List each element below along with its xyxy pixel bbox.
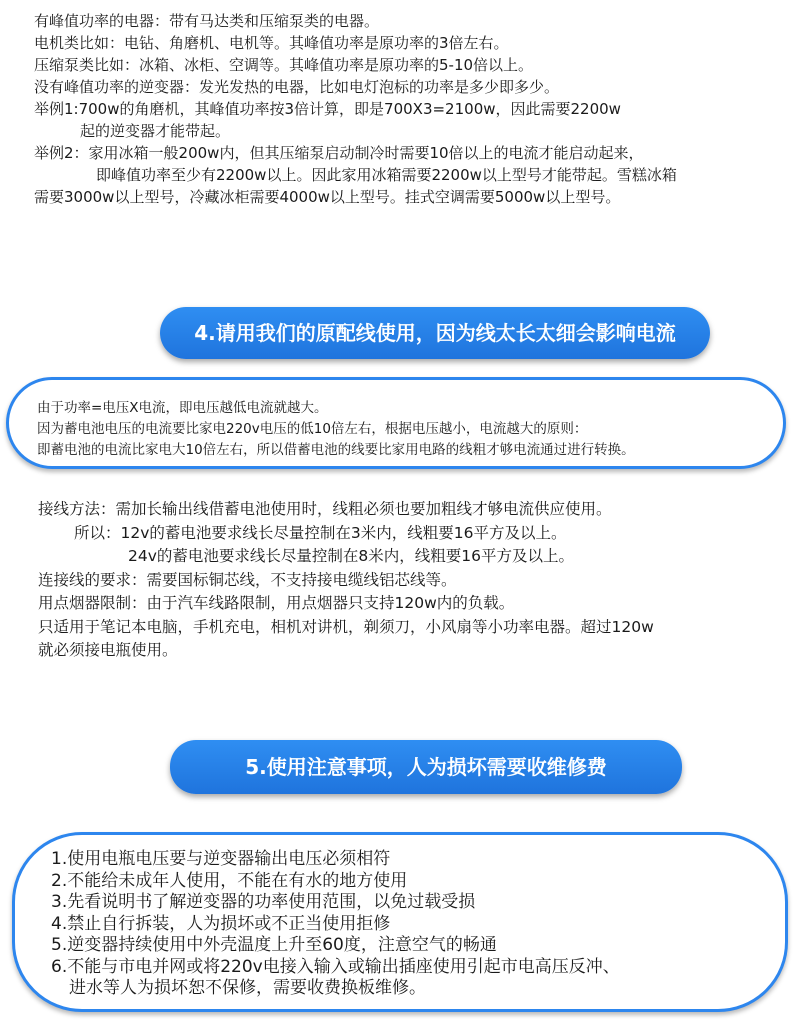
wiring-line: 接线方法：需加长输出线借蓄电池使用时，线粗必须也要加粗线才够电流供应使用。 bbox=[38, 500, 612, 518]
info-line: 由于功率=电压X电流，即电压越低电流就越大。 bbox=[37, 400, 328, 416]
note-item: 3.先看说明书了解逆变器的功率使用范围，以免过载受损 bbox=[51, 892, 476, 912]
note-item: 5.逆变器持续使用中外壳温度上升至60度，注意空气的畅通 bbox=[51, 935, 497, 955]
wiring-line: 就必须接电瓶使用。 bbox=[38, 641, 178, 659]
wiring-line: 连接线的要求：需要国标铜芯线，不支持接电缆线铝芯线等。 bbox=[38, 570, 457, 589]
intro-line: 电机类比如：电钻、角磨机、电机等。其峰值功率是原功率的3倍左右。 bbox=[34, 34, 509, 52]
section-5-header: 5.使用注意事项，人为损坏需要收维修费 bbox=[170, 740, 682, 794]
intro-line: 举例2：家用冰箱一般200w内，但其压缩泵启动制冷时需要10倍以上的电流才能启动起来， bbox=[34, 144, 644, 162]
note-item: 1.使用电瓶电压要与逆变器输出电压必须相符 bbox=[51, 849, 391, 869]
wiring-line: 所以：12v的蓄电池要求线长尽量控制在3米内，线粗要16平方及以上。 bbox=[74, 523, 567, 542]
intro-line: 举例1:700w的角磨机，其峰值功率按3倍计算，即是700X3=2100w，因此需要2200w bbox=[34, 100, 621, 118]
peak-power-explanation bbox=[34, 10, 784, 208]
intro-line: 起的逆变器才能带起。 bbox=[80, 122, 231, 140]
note-item: 4.禁止自行拆装，人为损坏或不正当使用拒修 bbox=[51, 913, 391, 934]
intro-line: 压缩泵类比如：冰箱、冰柜、空调等。其峰值功率是原功率的5-10倍以上。 bbox=[34, 56, 534, 74]
wiring-line: 用点烟器限制：由于汽车线路限制，用点烟器只支持120w内的负载。 bbox=[38, 594, 515, 612]
wiring-instructions bbox=[38, 498, 788, 663]
note-item: 进水等人为损坏恕不保修，需要收费换板维修。 bbox=[69, 978, 426, 998]
wiring-line: 24v的蓄电池要求线长尽量控制在8米内，线粗要16平方及以上。 bbox=[128, 547, 574, 565]
intro-line: 即峰值功率至少有2200w以上。因此家用冰箱需要2200w以上型号才能带起。雪糕冰箱 bbox=[96, 166, 677, 184]
section-5-notes-box bbox=[12, 832, 788, 1012]
intro-line: 没有峰值功率的逆变器：发光发热的电器，比如电灯泡标的功率是多少即多少。 bbox=[34, 78, 560, 96]
section-4-info-box bbox=[6, 377, 786, 469]
section-4-header: 4.请用我们的原配线使用，因为线太长太细会影响电流 bbox=[160, 307, 710, 359]
note-item: 6.不能与市电并网或将220v电接入输入或输出插座使用引起市电高压反冲、 bbox=[51, 956, 620, 977]
info-line: 因为蓄电池电压的电流要比家电220v电压的低10倍左右，根据电压越小，电流越大的原则： bbox=[37, 421, 588, 437]
intro-line: 需要3000w以上型号，冷藏冰柜需要4000w以上型号。挂式空调需要5000w以上型号。 bbox=[34, 188, 621, 206]
info-line: 即蓄电池的电流比家电大10倍左右，所以借蓄电池的线要比家用电路的线粗才够电流通过进行转换。 bbox=[37, 442, 635, 458]
note-item: 2.不能给未成年人使用，不能在有水的地方使用 bbox=[51, 870, 408, 891]
intro-line: 有峰值功率的电器：带有马达类和压缩泵类的电器。 bbox=[34, 12, 380, 30]
wiring-line: 只适用于笔记本电脑，手机充电，相机对讲机，剃须刀，小风扇等小功率电器。超过120w bbox=[38, 617, 654, 636]
